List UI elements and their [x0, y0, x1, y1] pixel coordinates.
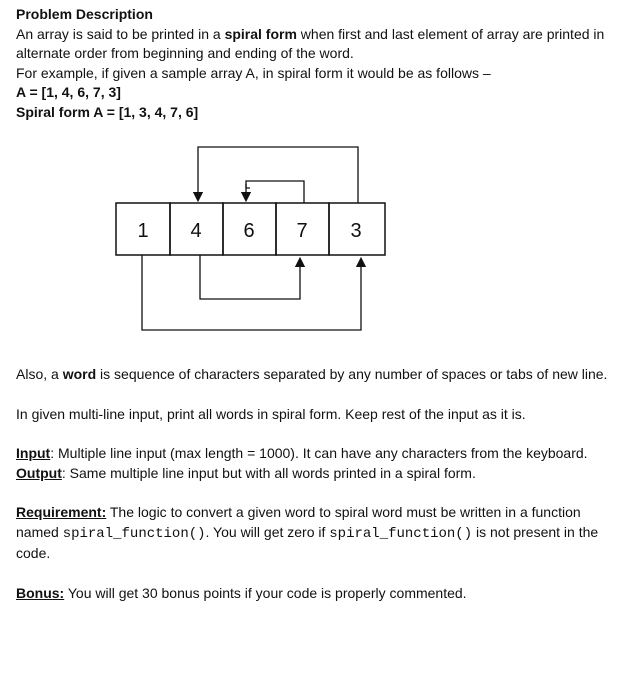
- problem-title: Problem Description: [16, 6, 153, 22]
- problem-document: [16, 5, 634, 603]
- intro-line-2: alternate order from beginning and ending of the word.: [16, 45, 354, 61]
- instruction-text: In given multi-line input, print all words in spiral form. Keep rest of the input as it is.: [16, 405, 526, 422]
- requirement-line-3: code.: [16, 545, 51, 561]
- input-spec: Input: Multiple line input (max length = 1000). It can have any characters from the keyboard.: [16, 445, 588, 461]
- array-example: A = [1, 4, 6, 7, 3]: [16, 84, 121, 100]
- requirement-line-2: named spiral_function(). You will get zero if spiral_function() is not present in the: [16, 523, 599, 542]
- output-spec: Output: Same multiple line input but with all words printed in a spiral form.: [16, 464, 476, 481]
- spiral-example: Spiral form A = [1, 3, 4, 7, 6]: [16, 103, 199, 120]
- intro-line-3: For example, if given a sample array A, in spiral form it would be as follows –: [16, 64, 491, 81]
- array-cell-value: 3: [350, 220, 362, 242]
- array-cell-value: 4: [190, 220, 202, 242]
- spacer: [16, 424, 634, 444]
- array-cell-value: 7: [296, 220, 308, 242]
- bonus-line: Bonus: You will get 30 bonus points if your code is properly commented.: [16, 584, 467, 601]
- spacer: [16, 385, 634, 405]
- array-cell-value: 6: [243, 220, 255, 242]
- spacer: [16, 564, 634, 584]
- diagram-spacer: [16, 122, 634, 365]
- spacer: [16, 483, 634, 503]
- intro-line-1: An array is said to be printed in a spiral form when first and last element of array are printed in: [16, 25, 605, 42]
- word-definition: Also, a word is sequence of characters separated by any number of spaces or tabs of new line.: [16, 366, 608, 382]
- array-cell-value: 1: [137, 220, 149, 242]
- requirement-line-1: Requirement: The logic to convert a given word to spiral word must be written in a function: [16, 504, 581, 520]
